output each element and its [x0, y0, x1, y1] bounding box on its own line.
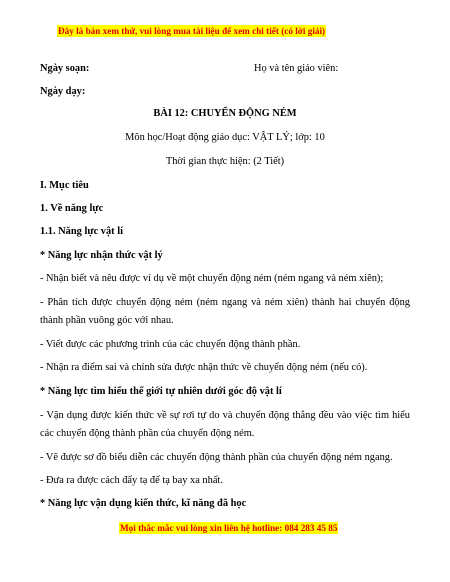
list-item: - Viết được các phương trình của các chuyển động thành phần.	[40, 339, 301, 350]
list-item: - Đưa ra được cách đẩy tạ để tạ bay xa nhất.	[40, 475, 223, 486]
subheading-nature-inquiry: * Năng lực tìm hiểu thế giới tự nhiên dưới góc độ vật lí	[40, 386, 282, 397]
section-heading-physics-competency: 1.1. Năng lực vật lí	[40, 226, 124, 237]
list-item-continuation: các chuyển động thành phần của chuyển động ném.	[40, 428, 255, 439]
list-item: - Nhận biết và nêu được ví dụ về một chuyển động ném (ném ngang và ném xiên);	[40, 273, 384, 284]
subheading-application: * Năng lực vận dụng kiến thức, kĩ năng đã học	[40, 498, 247, 509]
duration-line: Thời gian thực hiện: (2 Tiết)	[165, 156, 285, 167]
list-item: - Nhận ra điểm sai và chỉnh sửa được nhận thức về chuyển động ném (nếu có).	[40, 362, 368, 373]
teach-date-label: Ngày dạy:	[40, 86, 86, 97]
list-item: - Vận dụng được kiến thức về sự rơi tự do và chuyển động thẳng đều vào việc tìm hiểu	[40, 410, 410, 421]
teacher-name-label: Họ và tên giáo viên:	[254, 63, 339, 74]
section-heading-objectives: I. Mục tiêu	[40, 180, 89, 191]
list-item-continuation: thành phần vuông góc với nhau.	[40, 315, 174, 326]
section-heading-competencies: 1. Về năng lực	[40, 203, 104, 214]
hotline-banner: Mọi thắc mắc vui lòng xin liên hệ hotline: 084 283 45 85	[120, 523, 338, 533]
subject-line: Môn học/Hoạt động giáo dục: VẬT LÝ; lớp: 10	[125, 132, 325, 143]
lesson-title: BÀI 12: CHUYỂN ĐỘNG NÉM	[153, 108, 297, 119]
prep-date-label: Ngày soạn:	[40, 63, 90, 74]
subheading-cognition: * Năng lực nhận thức vật lý	[40, 250, 163, 261]
preview-notice-banner: Đây là bản xem thử, vui lòng mua tài liệu để xem chi tiết (có lời giải)	[58, 26, 326, 36]
list-item: - Vẽ được sơ đồ biểu diễn các chuyển động thành phần của chuyển động ném ngang.	[40, 452, 393, 463]
list-item: - Phân tích được chuyển động ném (ném ngang và ném xiên) thành hai chuyển động	[40, 297, 410, 308]
